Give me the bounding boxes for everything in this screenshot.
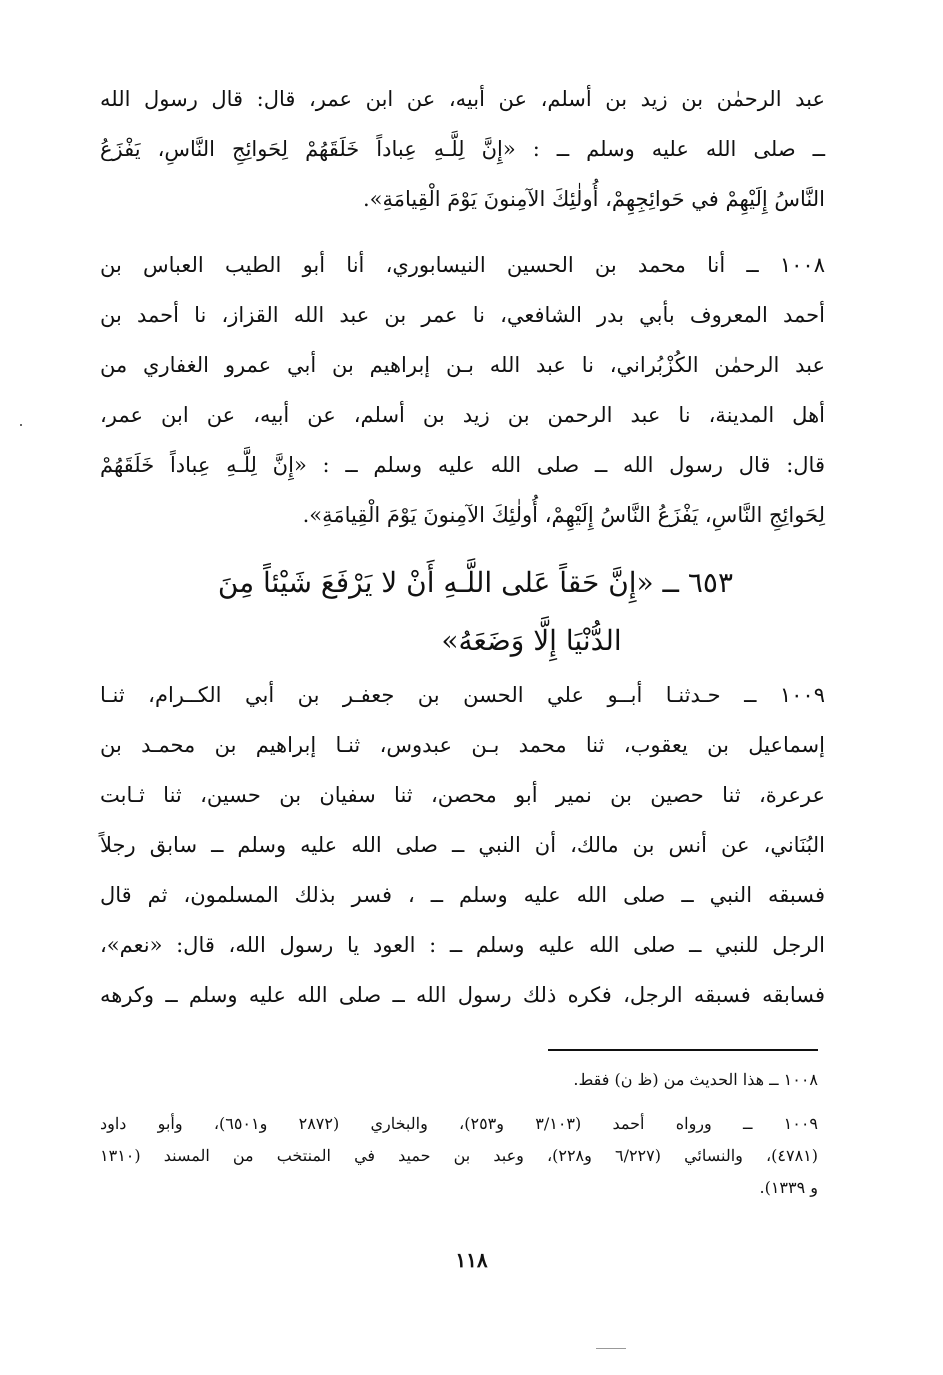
footnotes — [100, 1064, 818, 1204]
footnote-1009-line: و ١٣٣٩). — [759, 1178, 818, 1197]
footnote-1009-line: ١٠٠٩ ــ ورواه أحمد (٣/١٠٣ و٢٥٣)، والبخاري (٢٨٧٢ و٦٥٠١)، وأبو داود — [100, 1114, 819, 1133]
page-number: ١١٨ — [455, 1248, 488, 1272]
scan-speck — [20, 424, 22, 426]
text-line: فسابقه فسبقه الرجل، فكره ذلك رسول الله ــ صلى الله عليه وسلم ــ وكرهه — [100, 983, 825, 1007]
text-line: قال: قال رسول الله ــ صلى الله عليه وسلم ــ : «إِنَّ لِلَّـهِ عِباداً خَلَقَهُمْ — [100, 453, 825, 477]
text-line: ١٠٠٩ ــ حـدثنـا أبــو علي الحسن بن جعفـر بن أبي الكــرام، ثنـا — [100, 683, 825, 707]
footnote-divider — [548, 1049, 818, 1051]
footnote-1009-line: (٤٧٨١)، والنسائي (٦/٢٢٧ و٢٢٨)، وعبد بن حميد في المنتخب من المسند (١٣١٠ — [100, 1146, 819, 1165]
scan-mark — [596, 1348, 626, 1349]
hadith-1008 — [100, 240, 825, 540]
text-line: عرعرة، ثنا حصين بن نمير أبو محصن، ثنا سفيان بن حسين، ثنا ثـابت — [100, 783, 825, 807]
paragraph-continuation — [100, 74, 825, 224]
text-line: ــ صلى الله عليه وسلم ــ : «إِنَّ لِلَّـهِ عِباداً خَلَقَهُمْ لِحَوائِجِ النَّاسِ، يَفْزَعُ — [100, 137, 825, 161]
text-line: فسبقه النبي ــ صلى الله عليه وسلم ــ ، فسر بذلك المسلمون، ثم قال — [100, 883, 825, 907]
hadith-heading-653 — [200, 554, 733, 670]
text-line: إسماعيل بن يعقوب، ثنا محمد بـن عبدوس، ثنـا إبراهيم بن محمـد بن — [100, 733, 825, 757]
text-line: الرجل للنبي ــ صلى الله عليه وسلم ــ : العود يا رسول الله، قال: «نعم»، — [100, 933, 825, 957]
footnote-1008: ١٠٠٨ ــ هذا الحديث من (ظ ن) فقط. — [573, 1070, 818, 1089]
text-line: البُنَاني، عن أنس بن مالك، أن النبي ــ صلى الله عليه وسلم ــ سابق رجلاً — [100, 833, 825, 857]
text-line: النَّاسُ إِلَيْهِمْ في حَوائِجِهِمْ، أُولٰئِكَ الآمِنونَ يَوْمَ الْقِيامَةِ». — [363, 187, 825, 211]
text-line: لِحَوائِجِ النَّاسِ، يَفْزَعُ النَّاسُ إِلَيْهِمْ، أُولٰئِكَ الآمِنونَ يَوْمَ الْقِيامَةِ». — [302, 503, 825, 527]
text-line: عبد الرحمٰن بن زيد بن أسلم، عن أبيه، عن ابن عمر، قال: قال رسول الله — [100, 87, 825, 111]
heading-line: الدُّنْيَا إِلَّا وَضَعَهُ» — [441, 624, 622, 657]
heading-line: ٦٥٣ ــ «إِنَّ حَقاً عَلى اللَّـهِ أَنْ لا يَرْفَعَ شَيْئاً مِنَ — [217, 566, 733, 599]
text-line: أهل المدينة، نا عبد الرحمن بن زيد بن أسلم، عن أبيه، عن ابن عمر، — [100, 403, 825, 427]
text-line: أحمد المعروف بأبي بدر الشافعي، نا عمر بن عبد الله القزاز، نا أحمد بن — [100, 303, 825, 327]
text-line: ١٠٠٨ ــ أنا محمد بن الحسين النيسابوري، أنا أبو الطيب العباس بن — [100, 253, 825, 277]
text-line: عبد الرحمٰن الكُزْبُراني، نا عبد الله بـن إبراهيم بن أبي عمرو الغفاري من — [100, 353, 825, 377]
hadith-1009 — [100, 670, 825, 1020]
